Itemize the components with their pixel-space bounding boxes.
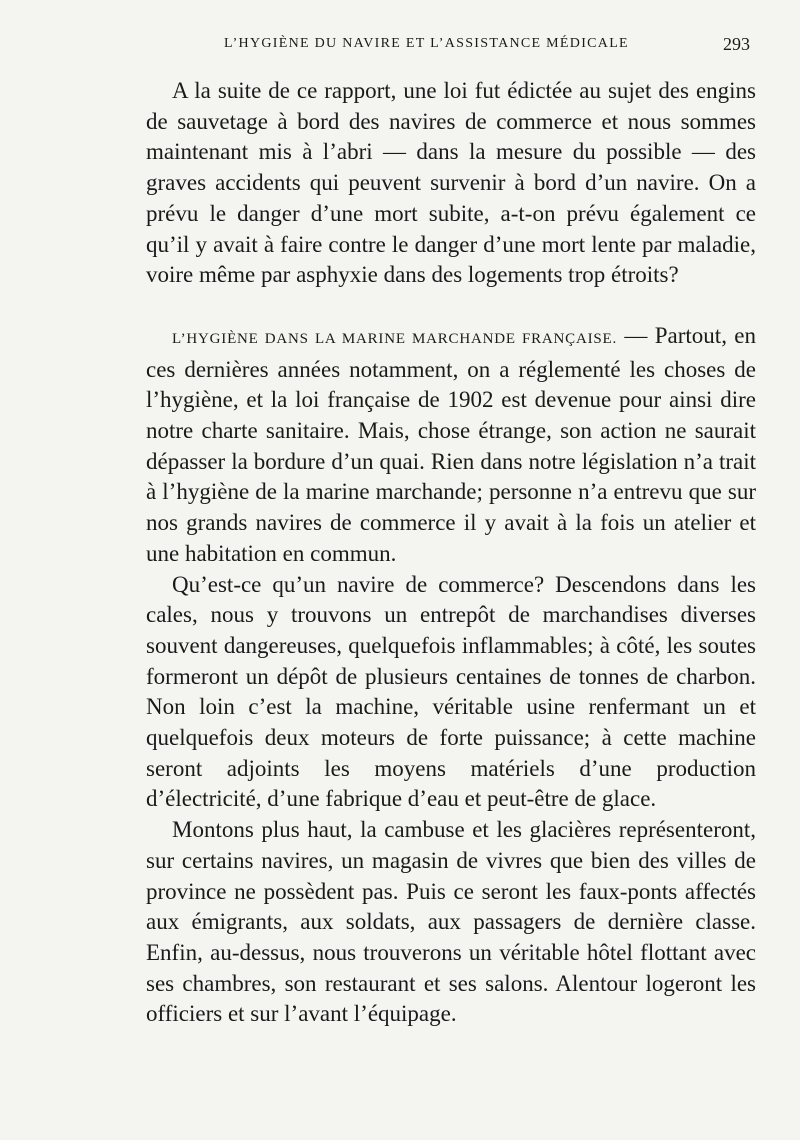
paragraph-2 [146,321,756,570]
text-block [146,76,756,1030]
page-number: 293 [723,34,750,54]
section-text: — Partout, en ces dernières années notamment, on a réglementé les choses de l’hygiène, et la loi française de 1902 est devenue pour ainsi dire notre charte sanitaire. Mais, chose étrange, son action ne saurait dépasser la bordure d’un quai. Rien dans notre législation n’a trait à l’hygiène de la marine marchande; personne n’a entrevu que sur nos grands navires de commerce il y avait à la fois un atelier et une habitation en commun. [146,322,756,566]
paragraph-4: Montons plus haut, la cambuse et les glacières représenteront, sur certains navires, un magasin de vivres que bien des villes de province ne possèdent pas. Puis ce seront les faux-ponts affectés aux émigrants, aux soldats, aux passagers de dernière classe. Enfin, au-dessus, nous trouverons un véritable hôtel flottant avec ses chambres, son restaurant et ses salons. Alentour logeront les officiers et sur l’avant l’équipage. [146,817,756,1027]
running-head [146,36,756,56]
running-title: L’HYGIÈNE DU NAVIRE ET L’ASSISTANCE MÉDICALE [224,36,629,51]
paragraph-1: A la suite de ce rapport, une loi fut édictée au sujet des engins de sauvetage à bord des navires de commerce et nous sommes maintenant mis à l’abri — dans la mesure du possible — des graves accidents qui peuvent survenir à bord d’un navire. On a prévu le danger d’une mort subite, a-t-on prévu également ce qu’il y avait à faire contre le danger d’une mort lente par maladie, voire même par asphyxie dans des logements trop étroits? [146,78,756,288]
section-heading: L’HYGIÈNE DANS LA MARINE MARCHANDE FRANÇAISE. [172,330,618,347]
paragraph-3: Qu’est-ce qu’un navire de commerce? Descendons dans les cales, nous y trouvons un entrepôt de marchandises diverses souvent dangereuses, quelquefois inflammables; à côté, les soutes formeront un dépôt de plusieurs centaines de tonnes de charbon. Non loin c’est la machine, véritable usine renfermant un et quelquefois deux moteurs de forte puissance; à cette machine seront adjoints les moyens matériels d’une production d’électricité, d’une fabrique d’eau et peut-être de glace. [146,571,756,812]
